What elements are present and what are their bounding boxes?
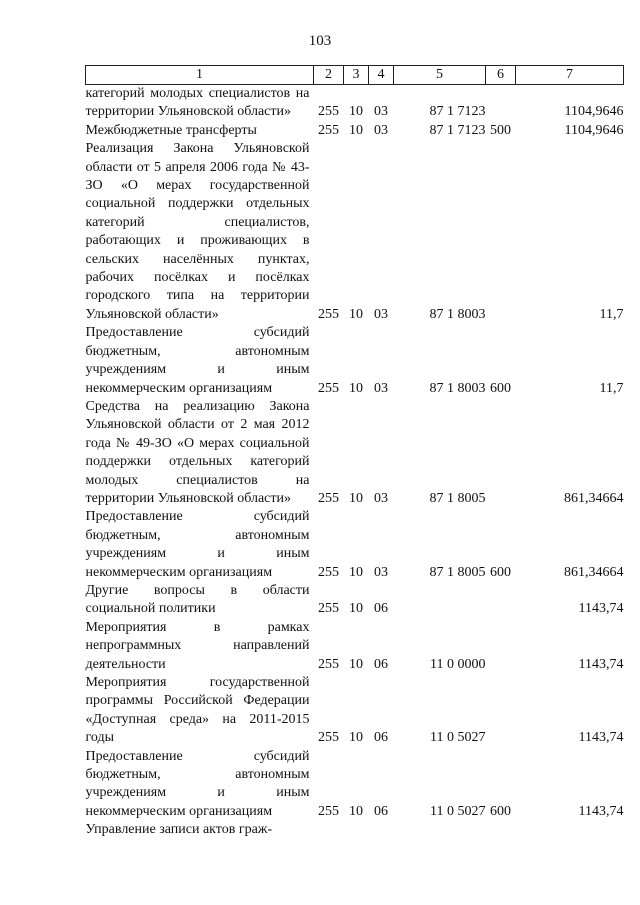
cell-ministry-code: 255 [318, 803, 339, 819]
table-row [86, 398, 624, 508]
cell-target-article: 87 1 7123 [429, 122, 486, 138]
cell-target-article [394, 821, 486, 839]
cell-amount: 861,34664 [564, 564, 624, 580]
cell-expense-type [486, 619, 516, 674]
cell-amount: 1104,9646 [564, 104, 624, 120]
column-header-6: 6 [486, 66, 516, 85]
cell-expense-type [486, 85, 516, 122]
cell-subsection: 03 [374, 306, 388, 322]
column-header-4: 4 [369, 66, 394, 85]
cell-ministry-code: 255 [318, 490, 339, 506]
cell-amount: 1143,74 [578, 803, 624, 819]
column-header-5: 5 [394, 66, 486, 85]
cell-ministry-code: 255 [318, 306, 339, 322]
cell-ministry-code: 255 [318, 601, 339, 617]
column-header-7: 7 [516, 66, 624, 85]
cell-target-article: 87 1 8005 [429, 564, 486, 580]
table-row [86, 324, 624, 398]
cell-expense-type [486, 140, 516, 324]
cell-ministry-code: 255 [318, 122, 339, 138]
cell-subsection: 03 [374, 122, 388, 138]
table-row [86, 582, 624, 619]
row-name: Предоставление субсидий бюджетным, автономным учреждениям и иным некоммерческим организациям [85, 325, 310, 396]
row-name: Другие вопросы в области социальной политики [85, 582, 310, 617]
cell-section: 10 [349, 803, 363, 819]
cell-subsection: 03 [374, 564, 388, 580]
row-name: Предоставление субсидий бюджетным, автономным учреждениям и иным некоммерческим организациям [85, 509, 310, 580]
cell-expense-type: 500 [490, 122, 511, 138]
cell-ministry-code: 255 [318, 380, 339, 396]
cell-section: 10 [349, 601, 363, 617]
cell-target-article: 87 1 8005 [429, 490, 486, 506]
cell-subsection: 06 [374, 656, 388, 672]
cell-ministry-code: 255 [318, 656, 339, 672]
column-header-2: 2 [314, 66, 344, 85]
cell-target-article: 87 1 8003 [429, 306, 486, 322]
cell-target-article: 11 0 0000 [430, 656, 486, 672]
table-row [86, 508, 624, 582]
cell-expense-type [486, 674, 516, 748]
cell-subsection: 06 [374, 730, 388, 746]
cell-section: 10 [349, 656, 363, 672]
cell-expense-type [486, 398, 516, 508]
cell-section: 10 [349, 730, 363, 746]
cell-section: 10 [349, 564, 363, 580]
row-name: Мероприятия государственной программы Российской Федерации «Доступная среда» на 2011-2015 годы [85, 675, 310, 746]
cell-subsection: 06 [374, 601, 388, 617]
cell-expense-type: 600 [490, 564, 511, 580]
cell-amount: 1143,74 [578, 601, 624, 617]
cell-expense-type: 600 [490, 803, 511, 819]
cell-ministry-code [314, 821, 344, 839]
cell-target-article [394, 582, 486, 619]
cell-expense-type [486, 582, 516, 619]
cell-ministry-code: 255 [318, 104, 339, 120]
table-row [86, 674, 624, 748]
cell-subsection: 03 [374, 104, 388, 120]
cell-subsection: 03 [374, 490, 388, 506]
row-name: Мероприятия в рамках непрограммных направлений деятельности [85, 619, 310, 672]
cell-amount: 11,7 [599, 306, 624, 322]
row-name: Реализация Закона Ульяновской области от 5 апреля 2006 года № 43-ЗО «О мерах государственной социальной поддержки отдельных категорий специалистов, работающих и проживающих в сельских населённых пунктах, рабочих посёлках и посёлках городского типа на территории Ульяновской области» [85, 141, 310, 322]
cell-section [344, 821, 369, 839]
table-row [86, 748, 624, 822]
cell-amount: 1143,74 [578, 730, 624, 746]
column-header-3: 3 [344, 66, 369, 85]
row-name: Предоставление субсидий бюджетным, автономным учреждениям и иным некоммерческим организациям [85, 748, 310, 819]
row-name: категорий молодых специалистов на территории Ульяновской области» [85, 86, 310, 120]
table-header-row [86, 66, 624, 85]
cell-amount: 861,34664 [564, 490, 624, 506]
cell-amount: 1104,9646 [564, 122, 624, 138]
table-row [86, 619, 624, 674]
page-number: 103 [308, 33, 332, 49]
cell-ministry-code: 255 [318, 564, 339, 580]
row-name: Средства на реализацию Закона Ульяновской области от 2 мая 2012 года № 49-ЗО «О мерах социальной поддержки отдельных категорий молодых специалистов на территории Ульяновской области» [85, 398, 310, 506]
row-name: Межбюджетные трансферты [85, 122, 257, 138]
cell-ministry-code: 255 [318, 730, 339, 746]
cell-expense-type: 600 [490, 380, 511, 396]
budget-table [85, 65, 624, 840]
cell-subsection: 03 [374, 380, 388, 396]
cell-target-article: 87 1 8003 [429, 380, 486, 396]
table-row [86, 122, 624, 140]
cell-target-article: 87 1 7123 [429, 104, 486, 120]
cell-subsection [369, 821, 394, 839]
cell-section: 10 [349, 380, 363, 396]
column-header-1: 1 [86, 66, 314, 85]
table-row [86, 85, 624, 122]
cell-target-article: 11 0 5027 [430, 730, 486, 746]
row-name: Управление записи актов граж- [85, 822, 273, 838]
cell-section: 10 [349, 490, 363, 506]
cell-target-article: 11 0 5027 [430, 803, 486, 819]
table-row [86, 821, 624, 839]
cell-amount [516, 821, 624, 839]
cell-subsection: 06 [374, 803, 388, 819]
cell-section: 10 [349, 122, 363, 138]
cell-amount: 11,7 [599, 380, 624, 396]
cell-amount: 1143,74 [578, 656, 624, 672]
cell-section: 10 [349, 306, 363, 322]
table-row [86, 140, 624, 324]
cell-expense-type [486, 821, 516, 839]
cell-section: 10 [349, 104, 363, 120]
